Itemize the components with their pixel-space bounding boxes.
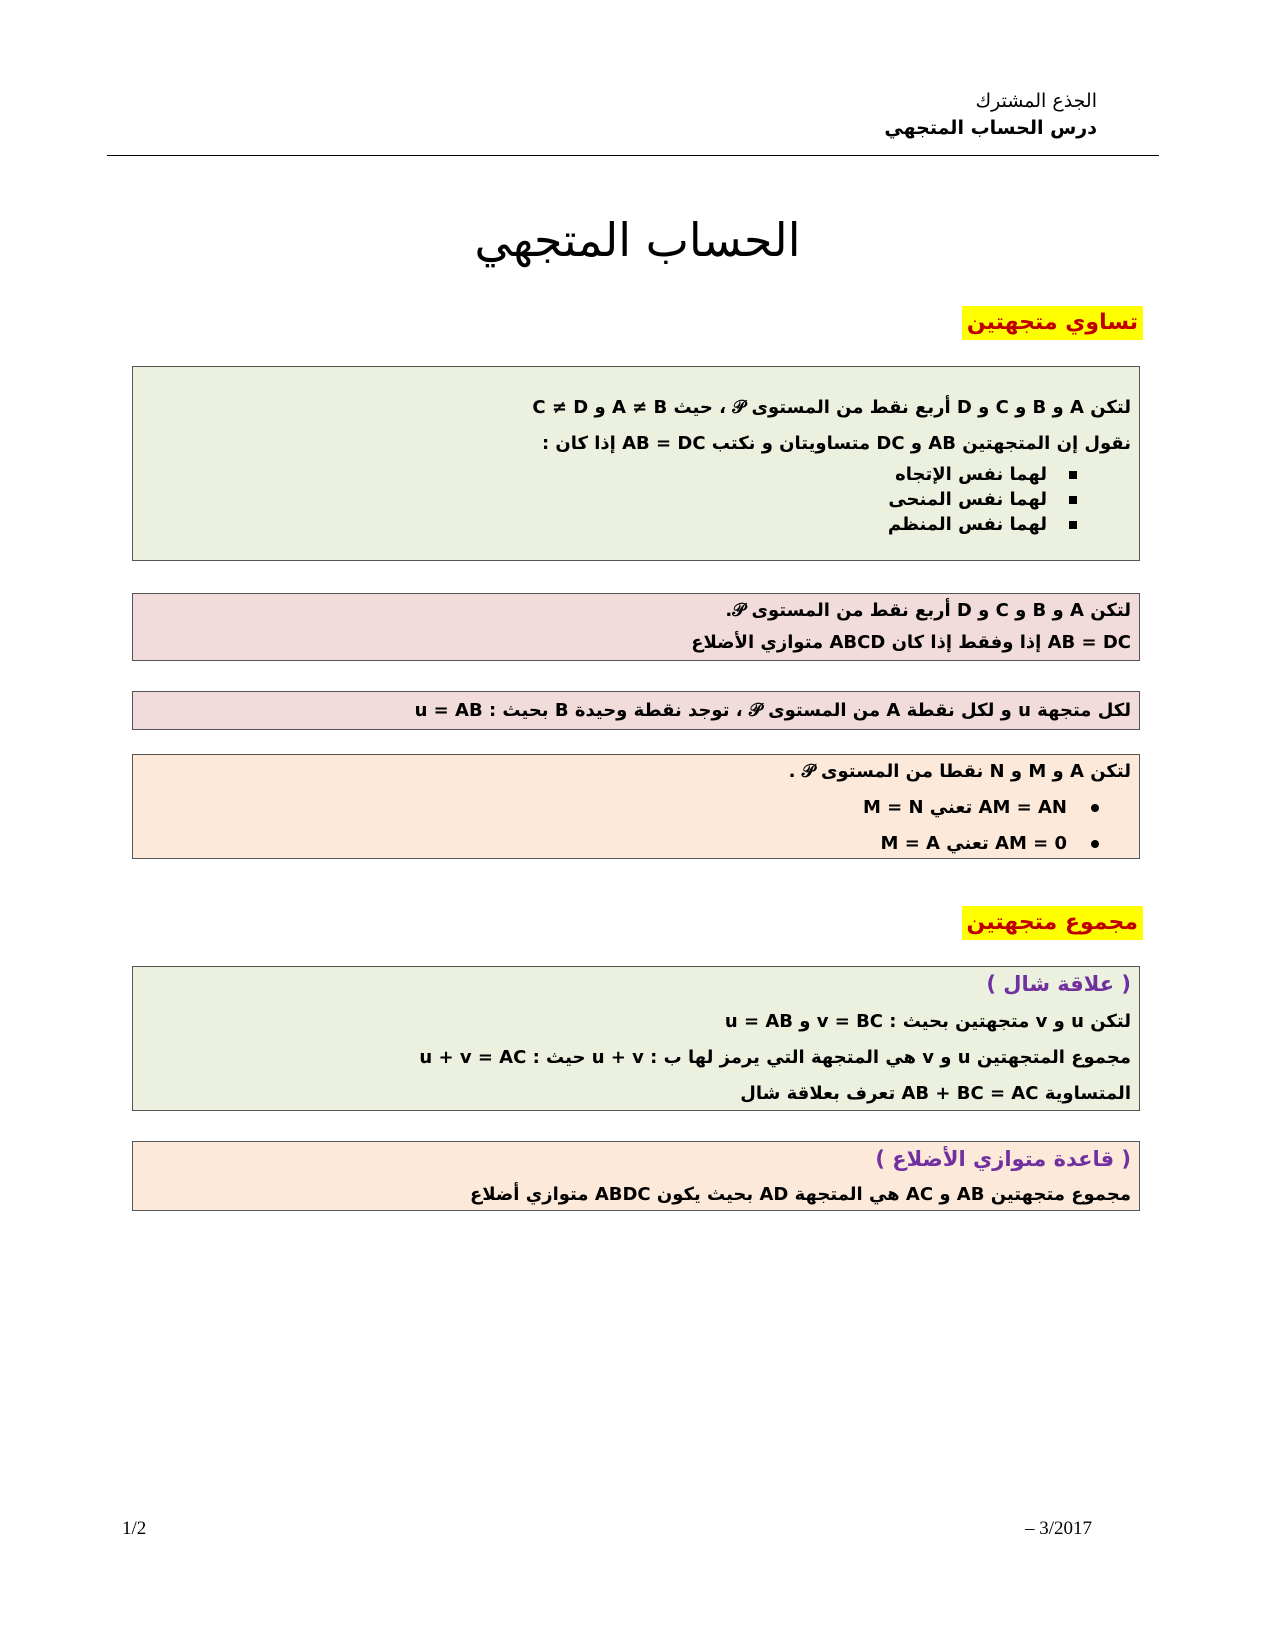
footer-date: – 3/2017 bbox=[1024, 1518, 1092, 1539]
header-lesson: درس الحساب المتجهي bbox=[884, 117, 1097, 139]
chasles-heading: ( علاقة شال ) bbox=[986, 972, 1131, 996]
section-equality-heading: تساوي متجهتين bbox=[962, 306, 1143, 340]
property-box-equal-points bbox=[132, 754, 1140, 859]
definition-box-equality bbox=[132, 366, 1140, 561]
list-item: لهما نفس الإتجاه bbox=[895, 460, 1077, 490]
list-item: AM = AN تعني M = N bbox=[863, 793, 1099, 823]
box5-line1: لتكن u و v متجهتين بحيث : v = BC و u = AB bbox=[724, 1011, 1131, 1032]
property-box-parallelogram bbox=[132, 593, 1140, 661]
page-number: 1/2 bbox=[122, 1518, 147, 1539]
property-box-unique-point bbox=[132, 691, 1140, 730]
box6-line1: مجموع متجهتين AB و AC هي المتجهة AD بحيث يكون ABDC متوازي أضلاع bbox=[469, 1184, 1131, 1205]
box1-line2 bbox=[542, 429, 1131, 459]
parallelogram-rule-heading: ( قاعدة متوازي الأضلاع ) bbox=[875, 1147, 1131, 1171]
box2-line2: AB = DC إذا وفقط إذا كان ABCD متوازي الأضلاع bbox=[691, 632, 1131, 653]
square-bullet-icon bbox=[1069, 521, 1077, 529]
list-item: AM = 0 تعني M = A bbox=[881, 829, 1099, 859]
round-bullet-icon bbox=[1091, 840, 1099, 848]
page-title: الحساب المتجهي bbox=[474, 213, 801, 267]
box4-line1: لتكن A و M و N نقطا من المستوى 𝒫 . bbox=[788, 761, 1131, 782]
box5-line2: مجموع المتجهتين u و v هي المتجهة التي يرمز لها ب : u + v حيث : u + v = AC bbox=[419, 1047, 1131, 1068]
list-item: لهما نفس المنحى bbox=[888, 485, 1077, 515]
box3-line1: لكل متجهة u و لكل نقطة A من المستوى 𝒫 ، توجد نقطة وحيدة B بحيث : u = AB bbox=[414, 700, 1131, 721]
square-bullet-icon bbox=[1069, 496, 1077, 504]
section-sum-heading: مجموع متجهتين bbox=[962, 906, 1143, 940]
square-bullet-icon bbox=[1069, 471, 1077, 479]
list-item: لهما نفس المنظم bbox=[888, 510, 1077, 540]
box1-line1-text: لتكن A و B و C و D أربع نقط من المستوى 𝒫 ، حيث A ≠ B و C ≠ D bbox=[532, 397, 1131, 418]
round-bullet-icon bbox=[1091, 804, 1099, 812]
box5-line3: المتساوية AB + BC = AC تعرف بعلاقة شال bbox=[740, 1083, 1131, 1104]
header bbox=[884, 88, 1097, 142]
box1-line2-text: نقول إن المتجهتين AB و DC متساويتان و نكتب AB = DC إذا كان : bbox=[541, 433, 1131, 454]
box2-line1: لتكن A و B و C و D أربع نقط من المستوى 𝒫. bbox=[725, 600, 1131, 621]
chasles-box bbox=[132, 966, 1140, 1111]
box1-line1 bbox=[532, 393, 1131, 423]
header-level: الجذع المشترك bbox=[975, 90, 1097, 112]
header-divider bbox=[107, 155, 1159, 156]
parallelogram-rule-box bbox=[132, 1141, 1140, 1211]
